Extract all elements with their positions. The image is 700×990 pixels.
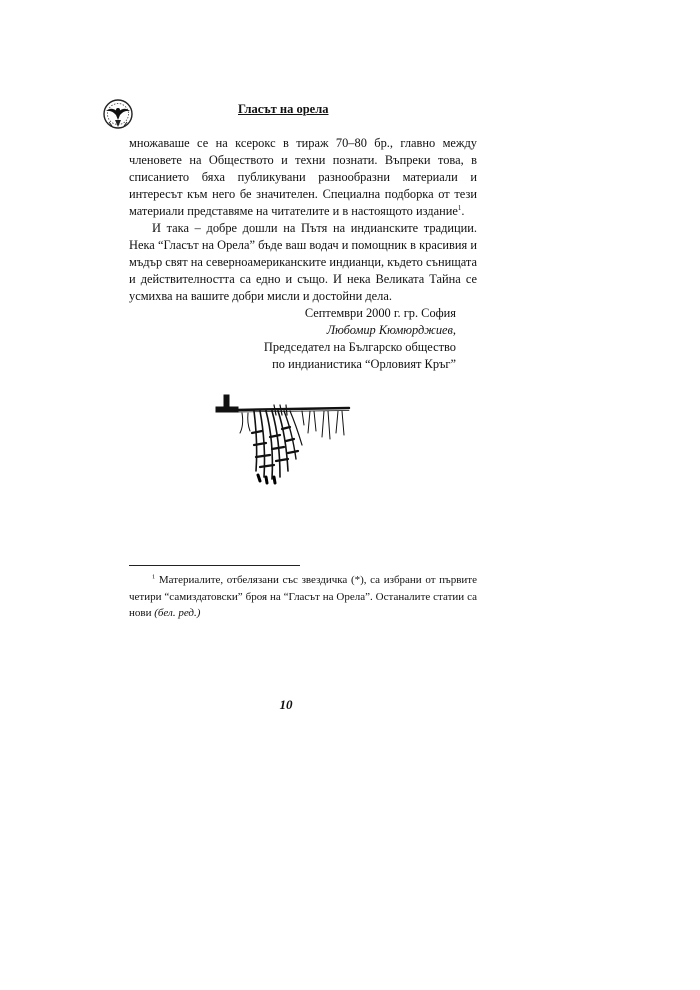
footnote-marker: 1: [152, 573, 156, 581]
paragraph-1-text: множаваше се на ксерокс в тираж 70–80 бр., главно между членовете на Обществото и техни познати. Въпреки това, в списанието бяха публикувани разнообразни материали и интересът към него бе значителен. Специална подборка от тези материали представяме на читателите и в настоящото издание: [129, 136, 477, 218]
paragraph-2: И така – добре дошли на Пътя на индианските традиции. Нека “Гласът на Орела” бъде ваш водач и помощник в красивия и мъдър свят на северноамериканските индианци, където сънищата и действителността са едно и също. И нека Великата Тайна се усмихва на вашите добри мисли и достойни дела.: [129, 221, 477, 303]
paragraph-1-end: .: [461, 204, 465, 218]
date-place: Септември 2000 г. гр. София: [304, 306, 456, 320]
footnote-paragraph: [129, 572, 477, 622]
main-text: [129, 135, 477, 305]
footnote: [129, 572, 477, 622]
paragraph-1: [129, 135, 477, 220]
footnote-reference: 1: [457, 203, 462, 212]
feathered-pipe-icon: [214, 393, 360, 485]
author-title-line-2: по индианистика “Орловият Кръг”: [272, 357, 456, 371]
author-name: Любомир Кюмюрджиев,: [326, 323, 456, 337]
footnote-text: Материалите, отбелязани със звездичка (*), са избрани от първите четири “самиздатовски” броя на “Гласът на Орела”. Останалите статии са нови: [129, 574, 477, 619]
signature-block: [236, 305, 456, 373]
running-title: Гласът на орела: [238, 102, 329, 116]
eagle-emblem-icon: [100, 96, 136, 132]
footnote-editor-note: (бел. ред.): [154, 607, 201, 619]
footnote-divider: [129, 565, 300, 566]
page-number: 10: [279, 697, 293, 712]
author-title-line-1: Председател на Българско общество: [263, 340, 456, 354]
